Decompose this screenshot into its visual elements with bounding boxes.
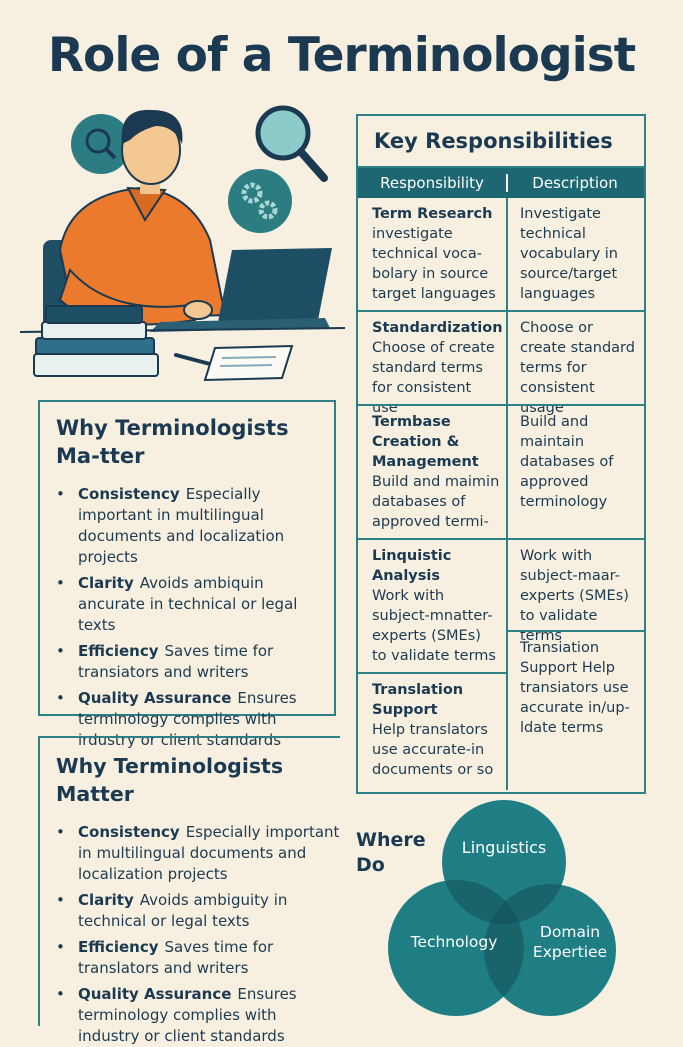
row-title: Linquistic Analysis [372,548,452,584]
table-cell-responsibility [358,310,506,418]
why-matter-list [40,484,334,751]
page-title: Role of a Terminologist [47,28,636,83]
venn-label-domain: Domain Expertiee [532,923,608,961]
why-matter-heading: Why Terminologists Matter [56,754,284,806]
list-item-keyword: Quality Assurance [78,689,232,707]
list-item-text: Avoids ambiguity in technical or legal texts [78,891,288,930]
list-item-text: Ensures terminology complies with industry or client standards [78,985,297,1045]
venn-diagram [380,800,620,1024]
table-cell-responsibility [358,404,506,532]
row-title: Translation Support [372,682,464,718]
list-item-keyword: Efficiency [78,938,159,956]
row-text: Build and maimin databases of approved termi- [372,474,500,530]
list-item-keyword: Quality Assurance [78,985,232,1003]
list-item [40,890,340,932]
table-cell-responsibility [358,198,506,304]
terminologist-illustration [0,100,360,390]
books-icon [34,306,158,376]
list-item-keyword: Consistency [78,485,180,503]
row-text: investigate technical voca-bolary in source target languages [372,226,496,302]
gears-icon [228,169,292,233]
row-text: Choose of create standard terms for consistent use [372,340,495,416]
list-item-keyword: Efficiency [78,642,159,660]
papers-icon [205,346,292,380]
why-matter-box-2 [38,736,340,1045]
list-item-text: Saves time for transiators and writers [78,642,274,681]
row-text: Work with subject-mnatter-experts (SMEs) to validate terms [372,588,496,664]
why-matter-box-1 [38,400,336,749]
table-cell-responsibility [358,538,506,666]
list-item-text: Saves time for translators and writers [78,938,274,977]
list-item-keyword: Clarity [78,891,134,909]
list-item-text: Especially important in multilingual documents and localization projects [78,823,340,883]
responsibilities-heading: Key Responsibilities [358,116,644,168]
list-item [40,822,340,885]
why-matter-list [40,822,340,1047]
responsibility-column [358,198,508,790]
description-column [508,198,644,790]
list-item-text: Avoids ambiquin ancurate in technical or legal texts [78,574,298,634]
list-item [40,573,334,636]
table-header-row [358,168,644,198]
list-item [40,937,340,979]
list-item [40,984,340,1047]
table-cell-description: Work with subject-maar-experts (SMEs) to validate terms [508,538,644,646]
row-title: Termbase Creation & Management [372,414,479,470]
column-header-description: Description [532,174,618,192]
responsibilities-table [356,114,646,794]
list-item [40,641,334,683]
list-item-keyword: Clarity [78,574,134,592]
row-text: Help translators use accurate-in documents or so [372,722,494,778]
venn-label-linguistics: Linguistics [461,838,547,857]
list-item [40,484,334,568]
column-header-responsibility: Responsibility [358,174,508,192]
table-cell-responsibility [358,672,506,780]
table-cell-description: Investigate technical vocabulary in source/target languages [520,206,618,302]
table-cell-description: Transiation Support Help transiators use accurate in/up-ldate terms [508,630,644,738]
magnifying-glass-icon [258,108,324,178]
table-cell-description: Choose or create standard terms for consistent usage [508,310,644,418]
list-item-text: Ensures terminology complies with irdustry or client standards [78,689,297,749]
venn-label-technology: Technology [410,933,498,951]
list-item-text: Especially important in multilingual documents and localization projects [78,485,285,566]
venn-heading: Where Do [356,829,426,876]
why-matter-heading: Why Terminologists Ma-tter [56,416,289,468]
table-cell-description: Build and maintain databases of approved terminology [508,404,644,512]
row-title: Standardization [372,320,503,336]
row-title: Term Research [372,206,493,222]
list-item-keyword: Consistency [78,823,180,841]
